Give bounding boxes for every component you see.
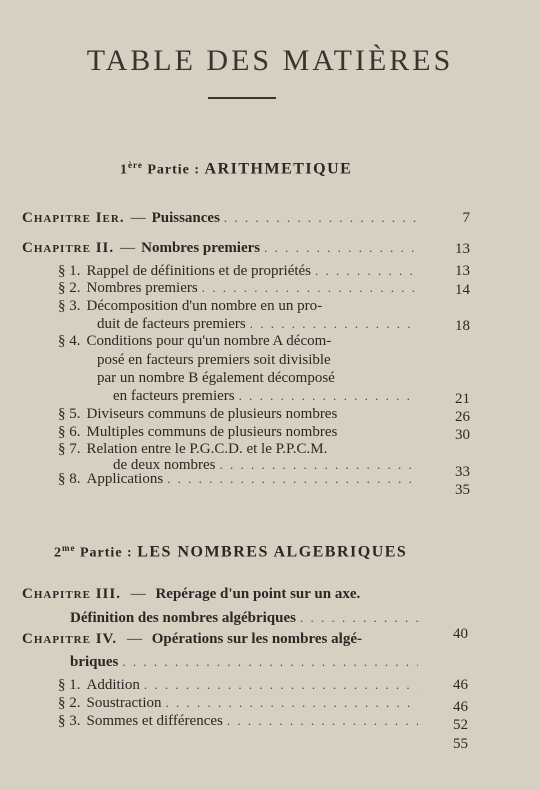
section-title-line: posé en facteurs premiers soit divisible: [97, 352, 331, 368]
part1-ordinal-sup: ère: [128, 160, 143, 170]
ch4-section-2-page: 52: [453, 717, 468, 733]
section-title-line: en facteurs premiers: [113, 388, 235, 404]
ch2-section-4-page: 21: [455, 391, 470, 407]
chapter1-label: Chapitre Ier.: [22, 210, 125, 226]
chapter1-entry: [22, 209, 422, 227]
chapter1-page: 7: [462, 210, 470, 226]
ch4-section-1: [58, 676, 422, 694]
section-number: § 8.: [58, 471, 81, 487]
page-title: TABLE DES MATIÈRES: [86, 44, 454, 77]
ch2-section-5: [58, 405, 422, 423]
section-title-line: Conditions pour qu'un nombre A décom-: [86, 333, 332, 349]
title-rule: [208, 97, 276, 99]
leader-dots: [224, 209, 418, 227]
chapter2-page: 13: [455, 241, 470, 257]
section-number: § 6.: [58, 424, 81, 440]
leader-dots: [239, 387, 418, 405]
ch2-section-1-page: 13: [455, 263, 470, 279]
ch4-section-3: [58, 712, 422, 730]
chapter4-page: 46: [453, 677, 468, 693]
leader-dots: [167, 470, 418, 488]
section-title-line: duit de facteurs premiers: [97, 316, 246, 332]
ch2-section-8-page: 35: [455, 482, 470, 498]
ch2-section-3: [58, 297, 322, 315]
section-number: § 7.: [58, 441, 81, 457]
section-title: Multiples communs de plusieurs nombres: [86, 424, 338, 440]
chapter3-page: 40: [453, 626, 468, 642]
section-title-line: Décomposition d'un nombre en un pro-: [86, 298, 323, 314]
ch2-section-3-cont: [97, 315, 422, 333]
leader-dots: [300, 609, 418, 627]
chapter3-title-line2: Définition des nombres algébriques: [70, 610, 296, 626]
ch2-section-1: [58, 262, 422, 280]
section-title: Diviseurs communs de plusieurs nombres: [86, 406, 338, 422]
section-title-line: Relation entre le P.G.C.D. et le P.P.C.M.: [86, 441, 328, 457]
section-number: § 2.: [58, 695, 81, 711]
chapter1-dash: —: [130, 210, 146, 226]
part2-ordinal-sup: me: [62, 543, 76, 553]
ch2-section-8: [58, 470, 422, 488]
chapter4-dash: —: [126, 631, 142, 647]
chapter2-dash: —: [120, 240, 136, 256]
section-title-line: de deux nombres: [113, 457, 216, 473]
chapter2-title: Nombres premiers: [141, 240, 261, 256]
ch2-section-4-cont: [113, 387, 422, 405]
chapter3-label: Chapitre III.: [22, 586, 121, 602]
chapter3-dash: —: [130, 586, 146, 602]
part1-heading: [120, 160, 352, 179]
part1-label: Partie :: [147, 162, 201, 178]
chapter4-title-line1: Opérations sur les nombres algé-: [151, 631, 362, 647]
chapter4-entry-cont: [70, 653, 422, 671]
section-title-line: par un nombre B également décomposé: [97, 370, 335, 386]
ch2-section-4: [58, 332, 331, 350]
leader-dots: [202, 279, 418, 297]
ch2-section-6: [58, 423, 422, 441]
part1-name: ARITHMETIQUE: [204, 160, 353, 178]
section-title: Applications: [86, 471, 164, 487]
ch2-section-3-page: 18: [455, 318, 470, 334]
section-title: Soustraction: [86, 695, 162, 711]
section-number: § 4.: [58, 333, 81, 349]
leader-dots: [166, 694, 419, 712]
section-title: Nombres premiers: [86, 280, 198, 296]
leader-dots: [315, 262, 418, 280]
part2-name: LES NOMBRES ALGEBRIQUES: [137, 543, 408, 561]
section-number: § 1.: [58, 263, 81, 279]
ch4-section-3-page: 55: [453, 736, 468, 752]
leader-dots: [122, 653, 418, 671]
ch2-section-6-page: 30: [455, 427, 470, 443]
part2-ordinal: 2: [54, 545, 62, 561]
part2-heading: [54, 543, 407, 562]
section-number: § 1.: [58, 677, 81, 693]
ch2-section-7-page: 33: [455, 464, 470, 480]
section-title: Rappel de définitions et de propriétés: [86, 263, 312, 279]
chapter3-entry-cont: [70, 609, 422, 627]
leader-dots: [264, 239, 418, 257]
section-title: Sommes et différences: [86, 713, 223, 729]
chapter3-title-line1: Repérage d'un point sur un axe.: [155, 586, 361, 602]
ch4-section-2: [58, 694, 422, 712]
part2-label: Partie :: [80, 545, 133, 561]
section-number: § 2.: [58, 280, 81, 296]
chapter1-title: Puissances: [151, 210, 220, 226]
section-number: § 3.: [58, 298, 81, 314]
chapter2-label: Chapitre II.: [22, 240, 115, 256]
leader-dots: [227, 712, 418, 730]
section-number: § 3.: [58, 713, 81, 729]
ch4-section-1-page: 46: [453, 699, 468, 715]
part1-ordinal: 1: [120, 162, 128, 178]
leader-dots: [250, 315, 418, 333]
ch2-section-5-page: 26: [455, 409, 470, 425]
ch2-section-2: [58, 279, 422, 297]
ch2-section-2-page: 14: [455, 282, 470, 298]
leader-dots: [144, 676, 418, 694]
section-title: Addition: [86, 677, 140, 693]
chapter4-label: Chapitre IV.: [22, 631, 118, 647]
chapter2-entry: [22, 239, 422, 257]
chapter4-title-line2: briques: [70, 654, 119, 670]
chapter4-entry: [22, 630, 362, 648]
chapter3-entry: [22, 585, 360, 603]
section-number: § 5.: [58, 406, 81, 422]
